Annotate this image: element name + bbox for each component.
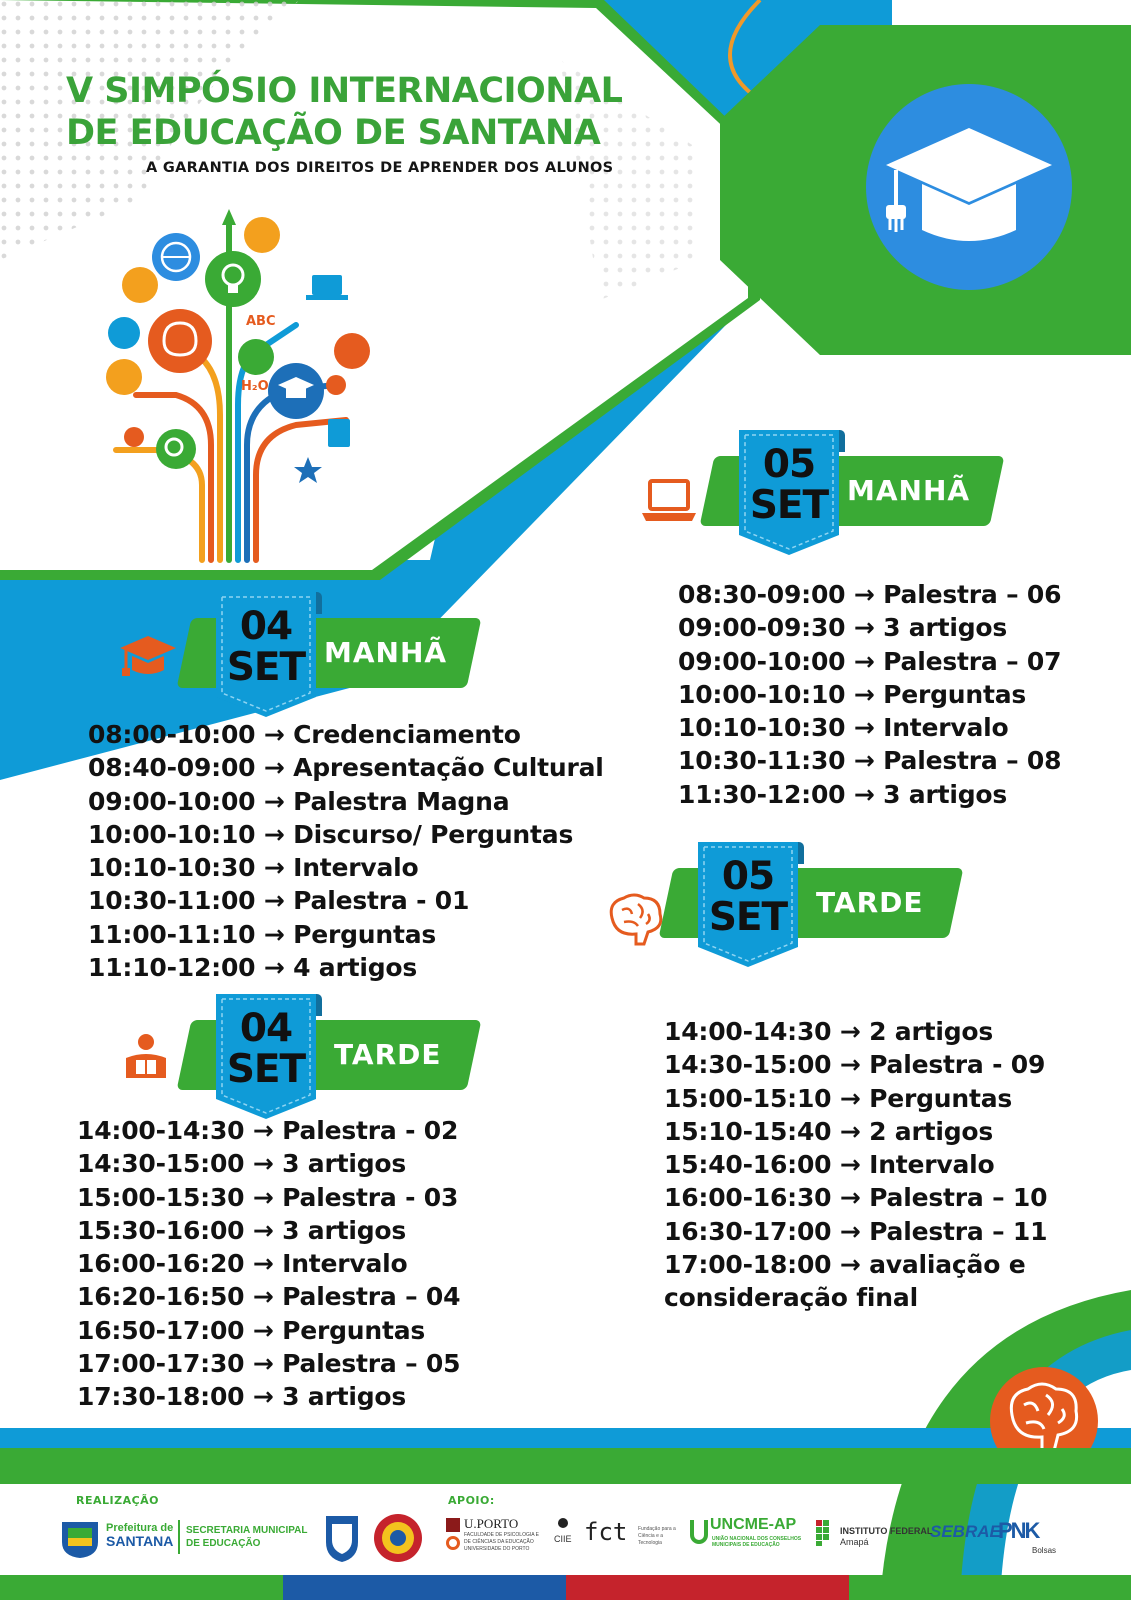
session-badge-04-tarde bbox=[184, 994, 504, 1119]
schedule-item: consideração final bbox=[664, 1283, 918, 1313]
logo-uncme-sub: UNIÃO NACIONAL DOS CONSELHOS MUNICIPAIS DE EDUCAÇÃO bbox=[712, 1536, 802, 1548]
badge-date bbox=[216, 606, 316, 688]
schedule-item: 11:00-11:10 → Perguntas bbox=[88, 919, 437, 949]
footer-strip-red bbox=[566, 1575, 849, 1600]
telescope-icon bbox=[108, 317, 140, 349]
svg-text:H₂O: H₂O bbox=[241, 379, 269, 394]
logo-uporto-sub: FACULDADE DE PSICOLOGIA E DE CIÊNCIAS DA EDUCAÇÃO UNIVERSIDADE DO PORTO bbox=[464, 1532, 540, 1552]
footer-label-band bbox=[0, 1448, 1131, 1484]
reader-icon bbox=[118, 1032, 182, 1082]
schedule-item: 11:30-12:00 → 3 artigos bbox=[678, 779, 1008, 809]
schedule-item: 09:00-09:30 → 3 artigos bbox=[678, 613, 1008, 643]
footer-strip-blue bbox=[283, 1575, 566, 1600]
badge-month: SET bbox=[226, 1047, 306, 1092]
schedule-04-manha bbox=[88, 718, 604, 984]
schedule-item: 08:00-10:00 → Credenciamento bbox=[88, 720, 521, 749]
logo-uporto: U.PORTO bbox=[464, 1516, 519, 1531]
brain-icon bbox=[604, 892, 668, 948]
logo-ciie: CIIE bbox=[554, 1534, 572, 1544]
schedule-item: 11:10-12:00 → 4 artigos bbox=[88, 953, 418, 983]
schedule-item: 16:50-17:00 → Perguntas bbox=[77, 1315, 426, 1345]
flask-icon bbox=[122, 267, 158, 303]
schedule-item: 17:00-17:30 → Palestra – 05 bbox=[77, 1349, 461, 1379]
ciie-mark bbox=[558, 1518, 568, 1528]
badge-period: TARDE bbox=[334, 1038, 442, 1071]
ifap-logo-mark bbox=[816, 1520, 836, 1546]
schedule-item: 16:20-16:50 → Palestra – 04 bbox=[77, 1282, 461, 1312]
footer-realizacao-label: REALIZAÇÃO bbox=[76, 1494, 160, 1507]
magnifier-icon bbox=[156, 429, 196, 469]
footer-strip-green bbox=[0, 1575, 283, 1600]
schedule-item: 16:00-16:30 → Palestra – 10 bbox=[664, 1183, 1048, 1213]
badge-date bbox=[698, 856, 798, 938]
uncme-mark bbox=[690, 1520, 708, 1544]
schedule-05-tarde bbox=[664, 1015, 1047, 1315]
footer-strip-green-2 bbox=[849, 1575, 1131, 1600]
schedule-item: 09:00-10:00 → Palestra – 07 bbox=[678, 646, 1062, 676]
badge-month: SET bbox=[708, 895, 788, 940]
schedule-item: 10:30-11:00 → Palestra - 01 bbox=[88, 886, 470, 916]
schedule-item: 17:30-18:00 → 3 artigos bbox=[77, 1382, 407, 1412]
badge-period: TARDE bbox=[816, 886, 924, 919]
round-seal-logo bbox=[372, 1512, 424, 1564]
schedule-item: 14:00-14:30 → Palestra - 02 bbox=[77, 1116, 459, 1145]
logo-prefeitura: Prefeitura de SANTANA bbox=[106, 1522, 174, 1549]
education-tree-illustration bbox=[96, 205, 386, 565]
logo-pnk: PNK bbox=[998, 1518, 1039, 1543]
logo-secretaria: SECRETARIA MUNICIPAL DE EDUCAÇÃO bbox=[186, 1525, 308, 1549]
schedule-item: 15:00-15:30 → Palestra - 03 bbox=[77, 1182, 459, 1212]
schedule-item: 08:30-09:00 → Palestra – 06 bbox=[678, 580, 1062, 609]
utic-shield-logo bbox=[322, 1512, 362, 1564]
schedule-05-manha bbox=[678, 578, 1061, 811]
badge-date bbox=[216, 1008, 316, 1090]
page-title bbox=[66, 70, 622, 154]
badge-period: MANHÃ bbox=[324, 636, 448, 669]
logo-fct: fct bbox=[584, 1518, 628, 1546]
graduation-cap-badge bbox=[862, 80, 1077, 295]
badge-month: SET bbox=[749, 483, 829, 528]
schedule-item: 16:00-16:20 → Intervalo bbox=[77, 1249, 408, 1279]
schedule-item: 14:30-15:00 → Palestra - 09 bbox=[664, 1050, 1046, 1080]
page-subtitle: A GARANTIA DOS DIREITOS DE APRENDER DOS ALUNOS bbox=[146, 160, 614, 176]
santana-crest-logo bbox=[58, 1516, 102, 1560]
schedule-item: 14:30-15:00 → 3 artigos bbox=[77, 1149, 407, 1179]
schedule-04-tarde bbox=[77, 1114, 460, 1414]
logo-divider bbox=[178, 1520, 180, 1554]
uporto-mark bbox=[446, 1518, 460, 1532]
session-badge-04-manha bbox=[184, 592, 504, 717]
footer-logos bbox=[0, 1508, 1131, 1572]
badge-day: 05 bbox=[721, 854, 775, 899]
logo-uncme: UNCME-AP bbox=[710, 1516, 797, 1533]
uporto-ring bbox=[446, 1536, 460, 1550]
schedule-item: 14:00-14:30 → 2 artigos bbox=[664, 1017, 994, 1046]
pen-icon bbox=[334, 333, 370, 369]
title-line-2: DE EDUCAÇÃO DE SANTANA bbox=[66, 113, 601, 153]
schedule-item: 17:00-18:00 → avaliação e bbox=[664, 1250, 1026, 1280]
schedule-item: 08:40-09:00 → Apresentação Cultural bbox=[88, 753, 604, 783]
schedule-item: 09:00-10:00 → Palestra Magna bbox=[88, 786, 510, 816]
schedule-item: 16:30-17:00 → Palestra – 11 bbox=[664, 1216, 1048, 1246]
lightbulb-icon bbox=[205, 251, 261, 307]
footer-apoio-label: APOIO: bbox=[448, 1494, 495, 1507]
schedule-item: 10:00-10:10 → Discurso/ Perguntas bbox=[88, 819, 574, 849]
reader-small-icon bbox=[244, 217, 280, 253]
schedule-item: 15:40-16:00 → Intervalo bbox=[664, 1150, 995, 1180]
star-icon bbox=[294, 457, 322, 483]
schedule-item: 10:00-10:10 → Perguntas bbox=[678, 679, 1027, 709]
schedule-item: 10:10-10:30 → Intervalo bbox=[678, 713, 1009, 743]
calculator-icon bbox=[328, 419, 350, 447]
session-badge-05-tarde bbox=[666, 842, 986, 967]
scissors-icon bbox=[238, 339, 274, 375]
svg-text:ABC: ABC bbox=[246, 314, 276, 329]
schedule-item: 10:30-11:30 → Palestra – 08 bbox=[678, 746, 1062, 776]
badge-day: 04 bbox=[239, 604, 293, 649]
brain-circle-icon bbox=[148, 309, 212, 373]
laptop-small-icon bbox=[312, 275, 342, 295]
gear-icon bbox=[124, 427, 144, 447]
laptop-icon bbox=[640, 477, 704, 527]
logo-sebrae: SEBRAE bbox=[930, 1522, 1001, 1541]
logo-pnk-sub: Bolsas bbox=[1032, 1546, 1057, 1555]
logo-fct-sub: Fundação para a Ciência e a Tecnologia bbox=[638, 1526, 676, 1546]
badge-day: 04 bbox=[239, 1006, 293, 1051]
badge-month: SET bbox=[226, 645, 306, 690]
badge-day: 05 bbox=[762, 442, 816, 487]
schedule-item: 15:10-15:40 → 2 artigos bbox=[664, 1116, 994, 1146]
session-badge-05-manha bbox=[707, 430, 1027, 555]
schedule-item: 10:10-10:30 → Intervalo bbox=[88, 853, 419, 883]
badge-date bbox=[739, 444, 839, 526]
badge-period: MANHÃ bbox=[847, 474, 971, 507]
schedule-item: 15:30-16:00 → 3 artigos bbox=[77, 1215, 407, 1245]
logo-ifap: INSTITUTO FEDERAL Amapá bbox=[840, 1526, 933, 1547]
runner-icon bbox=[106, 359, 142, 395]
title-line-1: V SIMPÓSIO INTERNACIONAL bbox=[66, 71, 623, 111]
graduation-cap-icon bbox=[118, 632, 182, 682]
schedule-item: 15:00-15:10 → Perguntas bbox=[664, 1083, 1013, 1113]
